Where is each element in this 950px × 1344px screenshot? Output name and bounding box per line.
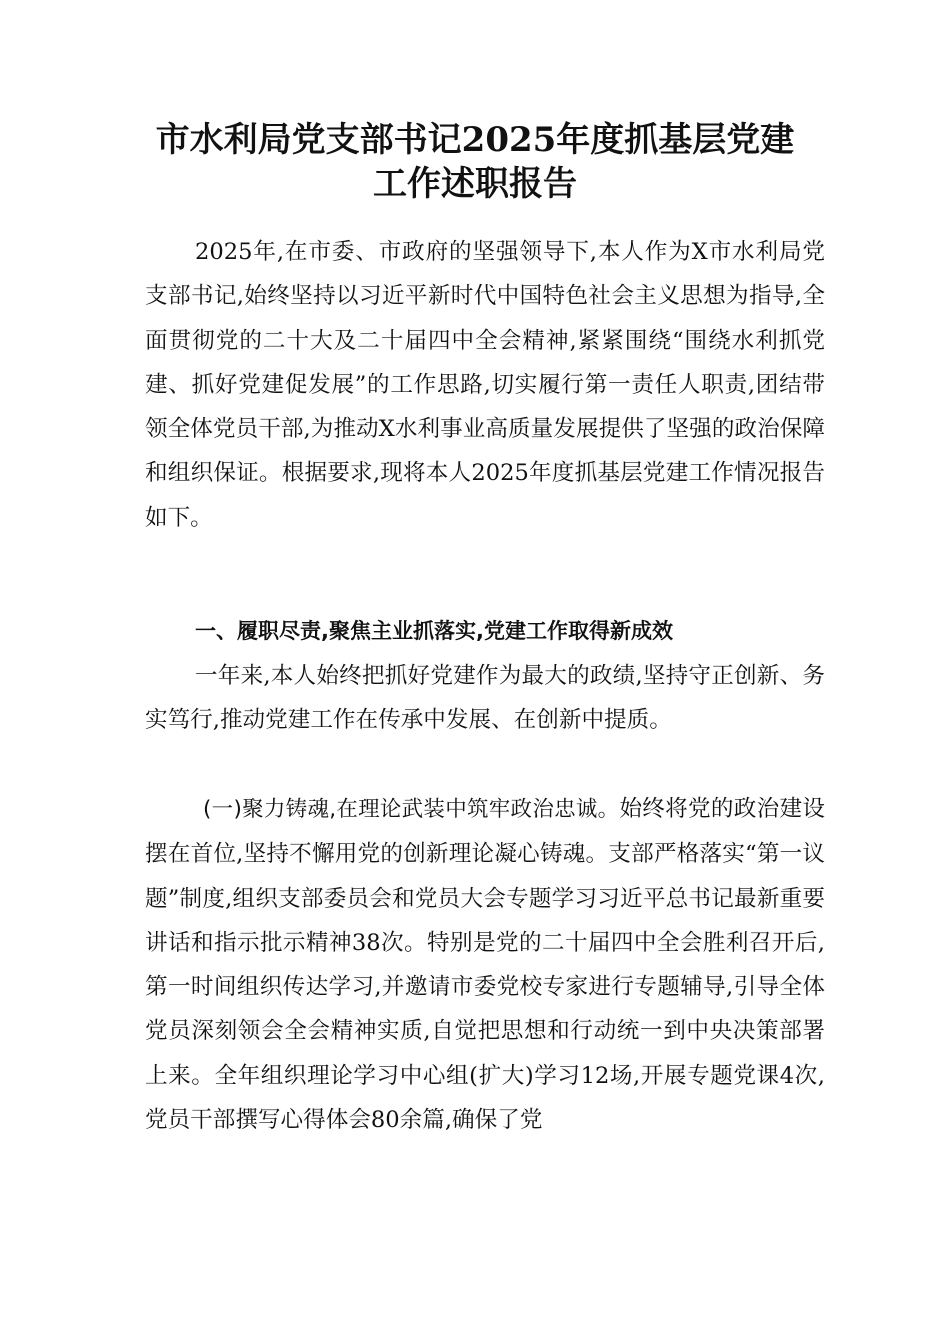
document-title-line-1: 市水利局党支部书记2025年度抓基层党建 <box>155 120 795 160</box>
subsection-1-heading: (一)聚力铸魂,在理论武装中筑牢政治忠诚。 <box>203 797 620 822</box>
section-1-heading: 一、履职尽责,聚焦主业抓落实,党建工作取得新成效 <box>195 619 673 643</box>
document-title-line-2: 工作述职报告 <box>373 164 577 204</box>
subsection-1-text: 始终将党的政治建设摆在首位,坚持不懈用党的创新理论凝心铸魂。支部严格落实“第一议题”制度,组织支部委员会和党员大会专题学习习近平总书记最新重要讲话和指示批示精神38次。特别是党的二十届四中全会胜利召开后,第一时间组织传达学习,并邀请市委党校专家进行专题辅导,引导全体党员深刻领会全会精神实质,自觉把思想和行动统一到中央决策部署上来。全年组织理论学习中心组(扩大)学习12场,开展专题党课4次,党员干部撰写心得体会80余篇,确保了党 <box>145 796 825 1134</box>
section-1-paragraph: 一年来,本人始终把抓好党建作为最大的政绩,坚持守正创新、务实笃行,推动党建工作在传承中发展、在创新中提质。 <box>145 663 825 734</box>
subsection-1-paragraph <box>145 787 825 1142</box>
intro-paragraph: 2025年,在市委、市政府的坚强领导下,本人作为X市水利局党支部书记,始终坚持以习近平新时代中国特色社会主义思想为指导,全面贯彻党的二十大及二十届四中全会精神,紧紧围绕“围绕水利抓党建、抓好党建促发展”的工作思路,切实履行第一责任人职责,团结带领全体党员干部,为推动X水利事业高质量发展提供了坚强的政治保障和组织保证。根据要求,现将本人2025年度抓基层党建工作情况报告如下。 <box>145 239 825 531</box>
